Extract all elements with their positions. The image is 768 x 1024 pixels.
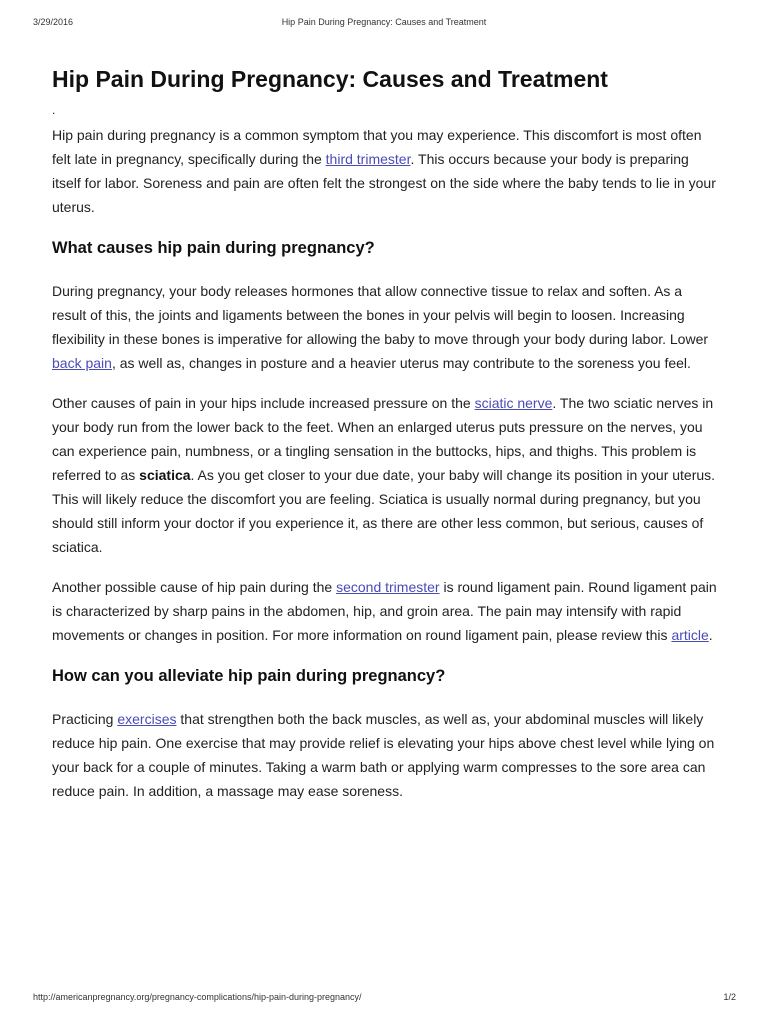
causes-paragraph-2 xyxy=(52,391,720,559)
sciatica-term: sciatica xyxy=(139,467,191,483)
exercises-link[interactable]: exercises xyxy=(117,711,177,727)
print-header xyxy=(0,17,768,31)
article-body xyxy=(52,62,720,803)
causes-paragraph-3 xyxy=(52,575,720,647)
third-trimester-link[interactable]: third trimester xyxy=(325,151,411,167)
causes-p3-text-middle: is round ligament pain. Round ligament pain is characterized by sharp pains in the abdomen, hip, and groin area. The pain may intensify with rapid movements or changes in position. For more information on round ligament pain, please review this xyxy=(52,579,717,643)
alleviate-heading: How can you alleviate hip pain during pregnancy? xyxy=(52,667,446,685)
print-page-title: Hip Pain During Pregnancy: Causes and Treatment xyxy=(281,17,487,27)
causes-p1-text: During pregnancy, your body releases hormones that allow connective tissue to relax and soften. As a result of this, the joints and ligaments between the bones in your pelvis will begin to loosen. Increasing flexibility in these bones is imperative for allowing the baby to move through your body during labor. Lower xyxy=(52,283,709,347)
causes-p2-text-end: . As you get closer to your due date, your baby will change its position in your uterus. This will likely reduce the discomfort you are feeling. Sciatica is usually normal during pregnancy, but you should still inform your doctor if you experience it, as there are other less common, but serious, causes of sciatica. xyxy=(52,467,716,555)
causes-p2-text: Other causes of pain in your hips include increased pressure on the xyxy=(52,395,475,411)
print-footer xyxy=(0,992,768,1006)
causes-p1-text-end: , as well as, changes in posture and a heavier uterus may contribute to the soreness you feel. xyxy=(111,355,691,371)
article-link[interactable]: article xyxy=(671,627,709,643)
alleviate-paragraph xyxy=(52,707,720,803)
intro-paragraph xyxy=(52,123,720,219)
second-trimester-link[interactable]: second trimester xyxy=(336,579,440,595)
bullet-mark: . xyxy=(52,103,56,117)
page-url: http://americanpregnancy.org/pregnancy-complications/hip-pain-during-pregnancy/ xyxy=(33,992,362,1002)
intro-text-end: . This occurs because your body is preparing itself for labor. Soreness and pain are often felt the strongest on the side where the baby tends to lie in your uterus. xyxy=(52,151,716,215)
alleviate-text-end: that strengthen both the back muscles, as well as, your abdominal muscles will likely reduce hip pain. One exercise that may provide relief is elevating your hips above chest level while lying on your back for a couple of minutes. Taking a warm bath or applying warm compresses to the sore area can reduce pain. In addition, a massage may ease soreness. xyxy=(52,711,715,799)
page-number: 1/2 xyxy=(723,992,736,1002)
back-pain-link[interactable]: back pain xyxy=(52,355,112,371)
causes-p2-text-middle: . The two sciatic nerves in your body run from the lower back to the feet. When an enlarged uterus puts pressure on the nerves, you can experience pain, numbness, or a tingling sensation in the buttocks, hips, and thighs. This problem is referred to as xyxy=(52,395,714,483)
alleviate-text: Practicing xyxy=(52,711,118,727)
causes-paragraph-1 xyxy=(52,279,720,375)
print-date: 3/29/2016 xyxy=(33,17,74,27)
causes-p3-text-end: . xyxy=(708,627,713,643)
article-title: Hip Pain During Pregnancy: Causes and Treatment xyxy=(52,66,608,92)
causes-p3-text: Another possible cause of hip pain during the xyxy=(52,579,337,595)
sciatic-nerve-link[interactable]: sciatic nerve xyxy=(474,395,553,411)
intro-text: Hip pain during pregnancy is a common symptom that you may experience. This discomfort is most often felt late in pregnancy, specifically during the xyxy=(52,127,702,167)
causes-heading: What causes hip pain during pregnancy? xyxy=(52,239,375,257)
